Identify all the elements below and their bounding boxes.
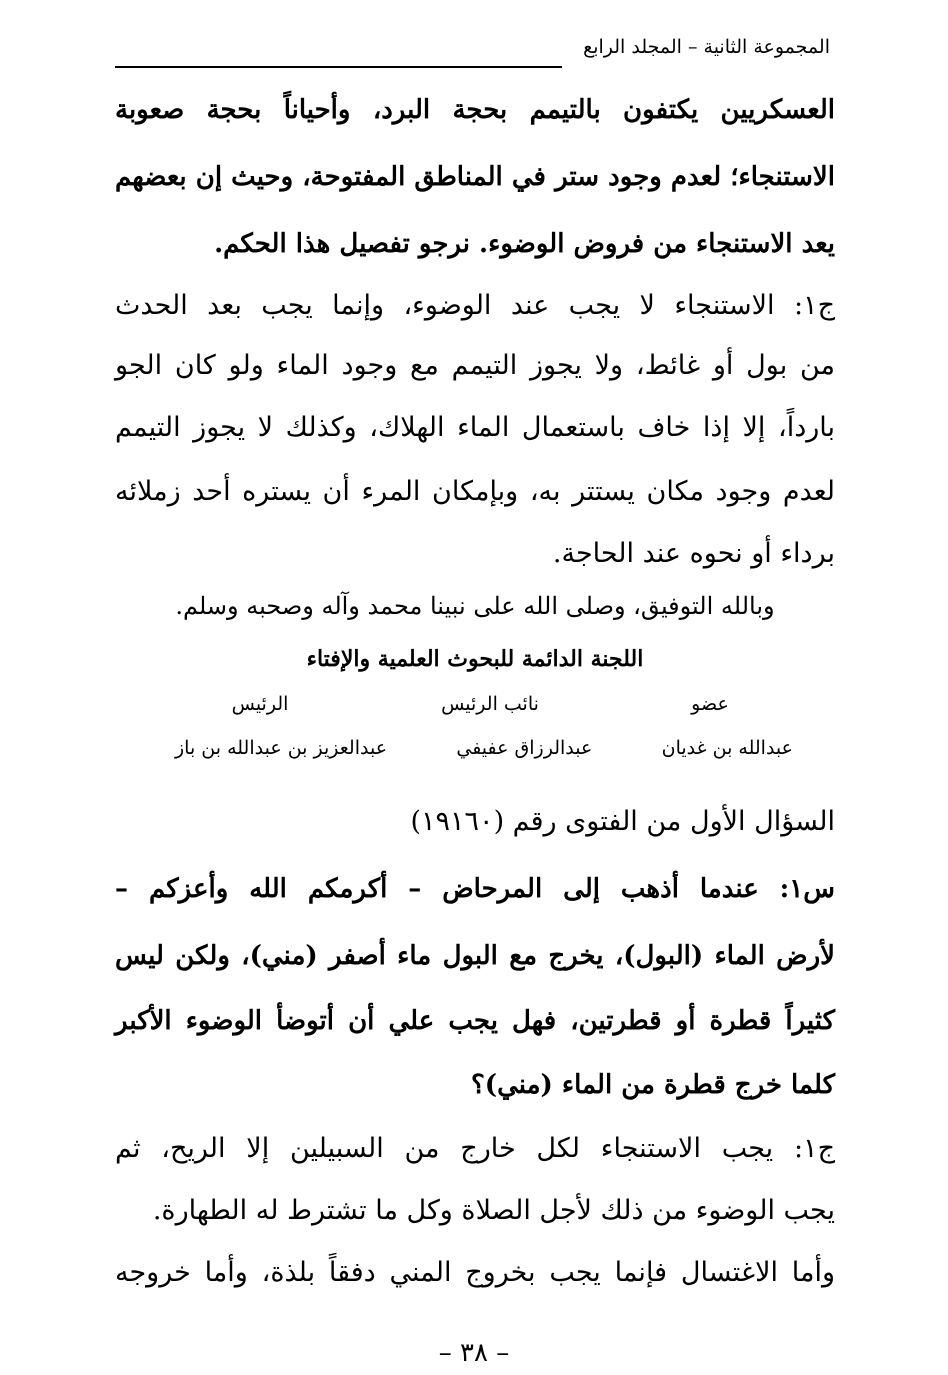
signature-names [175, 737, 793, 759]
question-line: كثيراً قطرة أو قطرتين، فهل يجب علي أن أتوضأ الوضوء الأكبر [115, 1006, 835, 1036]
question-line: كلما خرج قطرة من الماء (مني)؟ [470, 1070, 835, 1100]
answer-line: برداء أو نحوه عند الحاجة. [552, 538, 835, 569]
question-line: س١: عندما أذهب إلى المرحاض – أكرمكم الله وأعزكم – [115, 874, 835, 904]
answer-line: يجب الوضوء من ذلك لأجل الصلاة وكل ما تشترط له الطهارة. [152, 1195, 835, 1226]
signatory-name: عبدالرزاق عفيفي [456, 737, 593, 759]
signatory-name: عبدالله بن غديان [661, 737, 793, 759]
question-line: الاستنجاء؛ لعدم وجود ستر في المناطق المفتوحة، وحيث إن بعضهم [115, 162, 835, 192]
fatwa-heading: السؤال الأول من الفتوى رقم (١٩١٦٠) [410, 806, 835, 837]
signature-titles [160, 693, 800, 715]
answer-line: لعدم وجود مكان يستتر به، وبإمكان المرء أن يستره أحد زملائه [115, 476, 835, 507]
question-line: يعد الاستنجاء من فروض الوضوء. نرجو تفصيل هذا الحكم. [214, 229, 835, 259]
closing-blessing: وبالله التوفيق، وصلى الله على نبينا محمد وآله وصحبه وسلم. [175, 592, 775, 620]
answer-line: من بول أو غائط، ولا يجوز التيمم مع وجود الماء ولو كان الجو [115, 350, 835, 381]
question-line: لأرض الماء (البول)، يخرج مع البول ماء أصفر (مني)، ولكن ليس [115, 941, 835, 971]
header-rule [115, 66, 562, 68]
signature-title: نائب الرئيس [441, 693, 539, 715]
running-title: المجموعة الثانية – المجلد الرابع [583, 36, 830, 58]
page-number: – ٣٨ – [438, 1338, 510, 1368]
question-line: العسكريين يكتفون بالتيمم بحجة البرد، وأحياناً بحجة صعوبة [115, 95, 835, 125]
signature-title: عضو [691, 693, 729, 715]
signature-title: الرئيس [231, 693, 289, 715]
answer-line: ج١: الاستنجاء لا يجب عند الوضوء، وإنما يجب بعد الحدث [115, 290, 835, 321]
running-header [115, 30, 830, 72]
answer-line: وأما الاغتسال فإنما يجب بخروج المني دفقاً بلذة، وأما خروجه [115, 1257, 835, 1288]
committee-name: اللجنة الدائمة للبحوث العلمية والإفتاء [306, 646, 644, 672]
signatory-name: عبدالعزيز بن عبدالله بن باز [175, 737, 388, 759]
answer-line: ج١: يجب الاستنجاء لكل خارج من السبيلين إلا الريح، ثم [115, 1133, 835, 1164]
answer-line: بارداً، إلا إذا خاف باستعمال الماء الهلاك، وكذلك لا يجوز التيمم [115, 412, 835, 443]
